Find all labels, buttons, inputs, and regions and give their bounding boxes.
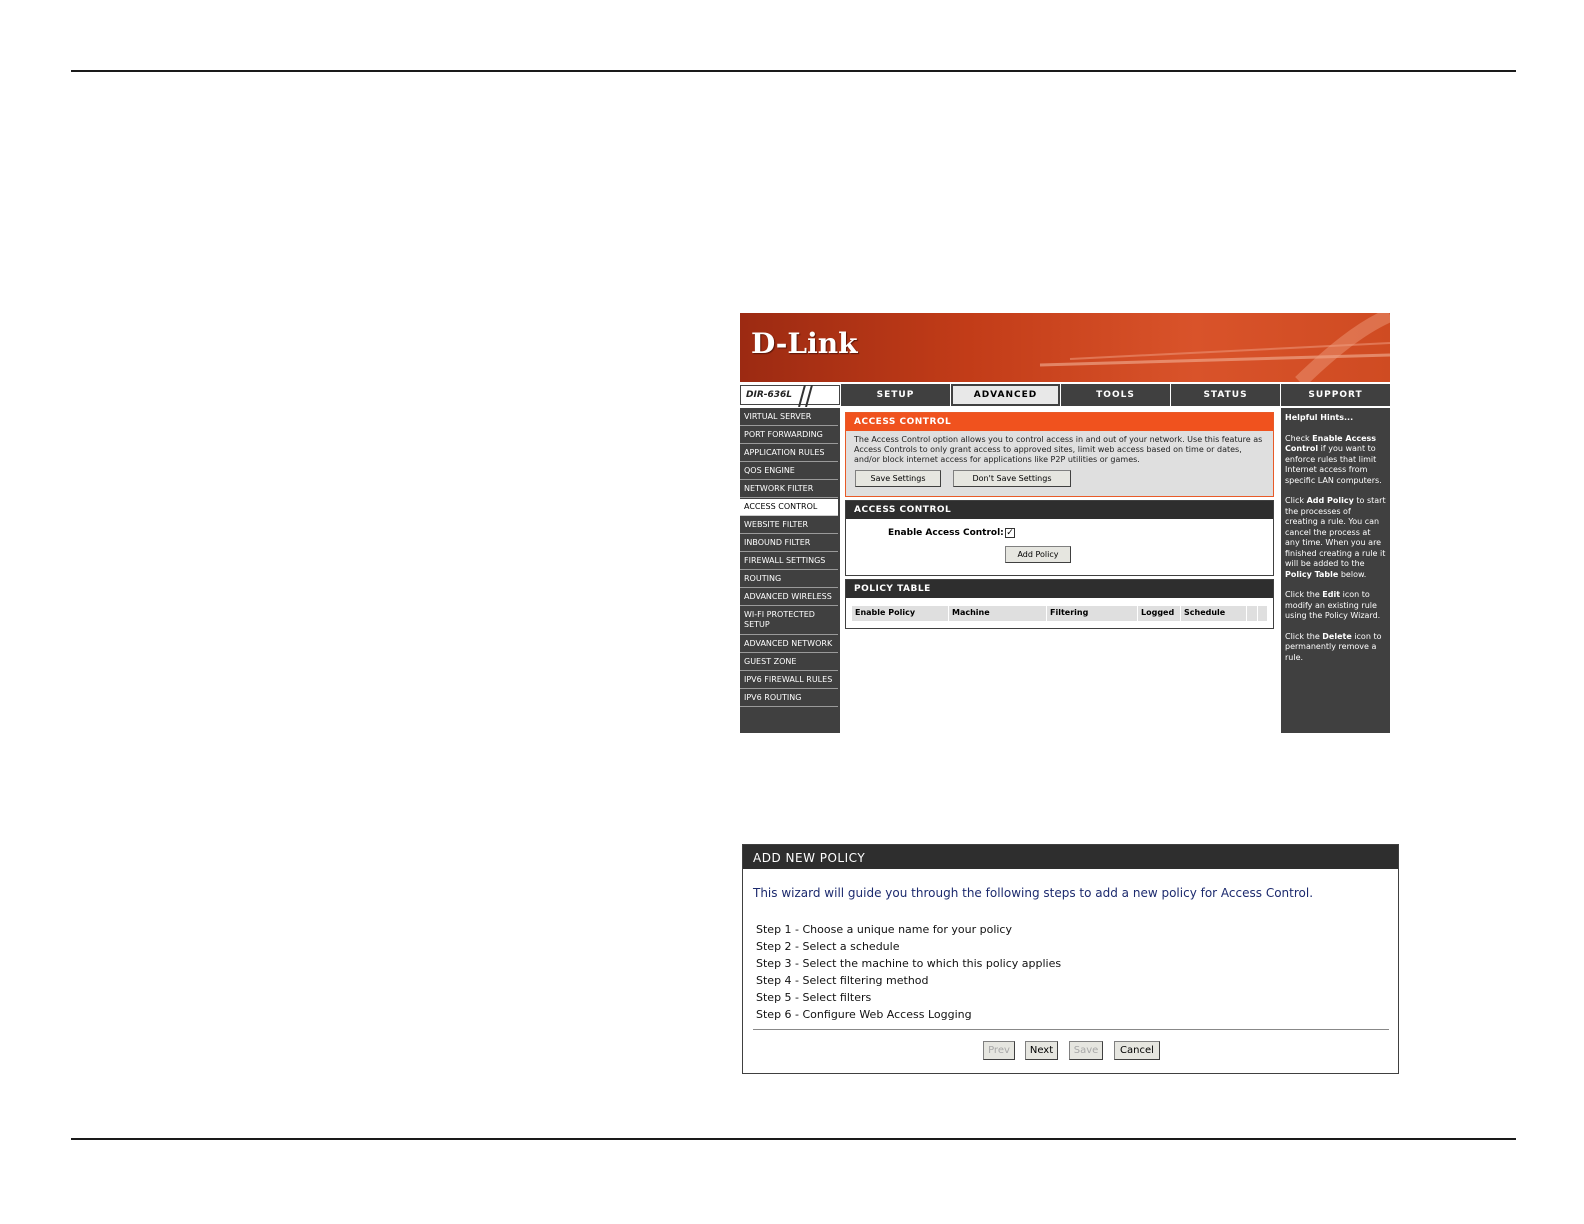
top-nav — [740, 383, 1390, 407]
sidebar-item-firewall-settings[interactable]: FIREWALL SETTINGS — [740, 553, 838, 570]
col-logged: Logged — [1141, 608, 1175, 617]
sidebar-item-advanced-wireless[interactable]: ADVANCED WIRELESS — [740, 589, 838, 606]
model-label: DIR-636L — [746, 390, 793, 400]
hint-add-policy: Click Add Policy to start the processes of creating a rule. You can cancel the process at any time. When you are finished creating a rule it will be added to the Policy Table below. — [1285, 496, 1386, 579]
wizard-lead: This wizard will guide you through the following steps to add a new policy for Access Control. — [753, 886, 1314, 900]
cancel-button[interactable]: Cancel — [1114, 1041, 1160, 1060]
wizard-step-1: Step 1 - Choose a unique name for your policy — [756, 923, 1012, 936]
tab-advanced[interactable]: ADVANCED — [951, 384, 1060, 406]
policy-table-title: POLICY TABLE — [846, 580, 1273, 598]
slash-icon — [791, 385, 815, 407]
tab-setup[interactable]: SETUP — [841, 384, 950, 406]
tab-status[interactable]: STATUS — [1171, 384, 1280, 406]
wizard-step-3: Step 3 - Select the machine to which this policy applies — [756, 957, 1062, 970]
sidebar-item-guest-zone[interactable]: GUEST ZONE — [740, 654, 838, 671]
tab-support[interactable]: SUPPORT — [1281, 384, 1390, 406]
policy-table-header — [852, 606, 1267, 621]
dont-save-settings-button[interactable]: Don't Save Settings — [953, 470, 1071, 487]
sidebar-item-routing[interactable]: ROUTING — [740, 571, 838, 588]
wizard-divider — [753, 1029, 1389, 1030]
top-rule — [71, 70, 1516, 72]
bottom-rule — [71, 1138, 1516, 1140]
header-banner — [740, 313, 1390, 382]
sidebar-item-application-rules[interactable]: APPLICATION RULES — [740, 445, 838, 462]
add-new-policy-wizard — [742, 844, 1399, 1074]
sidebar-item-advanced-network[interactable]: ADVANCED NETWORK — [740, 636, 838, 653]
sidebar-item-qos-engine[interactable]: QOS ENGINE — [740, 463, 838, 480]
helpful-hints-panel — [1281, 408, 1390, 733]
wizard-step-4: Step 4 - Select filtering method — [756, 974, 929, 987]
wizard-steps — [756, 921, 1061, 1023]
hint-edit: Click the Edit icon to modify an existing rule using the Policy Wizard. — [1285, 590, 1381, 620]
dlink-logo: D-Link — [751, 327, 858, 360]
save-button[interactable]: Save — [1069, 1041, 1103, 1060]
router-ui-screenshot — [740, 313, 1390, 733]
model-badge — [740, 385, 840, 405]
sidebar-item-wifi-protected-setup[interactable]: WI-FI PROTECTED SETUP — [740, 607, 838, 635]
enable-access-control-label: Enable Access Control: — [888, 528, 1004, 538]
access-control-box — [845, 500, 1274, 576]
intro-title: ACCESS CONTROL — [846, 413, 1273, 431]
col-enable-policy: Enable Policy — [855, 608, 916, 617]
hint-enable-access-control: Check Enable Access Control if you want to enforce rules that limit Internet access from specific LAN computers. — [1285, 433, 1382, 485]
col-schedule: Schedule — [1184, 608, 1226, 617]
next-button[interactable]: Next — [1025, 1041, 1058, 1060]
sidebar-item-port-forwarding[interactable]: PORT FORWARDING — [740, 427, 838, 444]
wizard-step-5: Step 5 - Select filters — [756, 991, 872, 1004]
hint-delete: Click the Delete icon to permanently remove a rule. — [1285, 631, 1382, 662]
tab-tools[interactable]: TOOLS — [1061, 384, 1170, 406]
col-filtering: Filtering — [1050, 608, 1089, 617]
intro-box — [845, 412, 1274, 497]
sidebar-item-inbound-filter[interactable]: INBOUND FILTER — [740, 535, 838, 552]
sidebar-item-ipv6-routing[interactable]: IPV6 ROUTING — [740, 690, 838, 707]
wizard-step-6: Step 6 - Configure Web Access Logging — [756, 1008, 972, 1021]
sidebar-item-access-control[interactable]: ACCESS CONTROL — [740, 499, 838, 516]
enable-access-control-checkbox[interactable]: ✓ — [1006, 528, 1014, 538]
wizard-title: ADD NEW POLICY — [743, 845, 1398, 869]
col-machine: Machine — [952, 608, 990, 617]
hints-title: Helpful Hints... — [1285, 413, 1354, 422]
access-control-title: ACCESS CONTROL — [846, 501, 1273, 519]
prev-button[interactable]: Prev — [983, 1041, 1015, 1060]
sidebar-item-website-filter[interactable]: WEBSITE FILTER — [740, 517, 838, 534]
sidebar — [740, 408, 840, 733]
wizard-step-2: Step 2 - Select a schedule — [756, 940, 900, 953]
sidebar-item-ipv6-firewall-rules[interactable]: IPV6 FIREWALL RULES — [740, 672, 838, 689]
sidebar-item-virtual-server[interactable]: VIRTUAL SERVER — [740, 409, 838, 426]
policy-table-box — [845, 579, 1274, 629]
intro-description: The Access Control option allows you to control access in and out of your network. Use this feature as Access Controls to only grant access to approved sites, limit web access based on time or dates, and/or block internet access for applications like P2P utilities or games. — [854, 435, 1263, 464]
sidebar-item-network-filter[interactable]: NETWORK FILTER — [740, 481, 838, 498]
add-policy-button[interactable]: Add Policy — [1005, 546, 1071, 563]
save-settings-button[interactable]: Save Settings — [855, 470, 941, 487]
